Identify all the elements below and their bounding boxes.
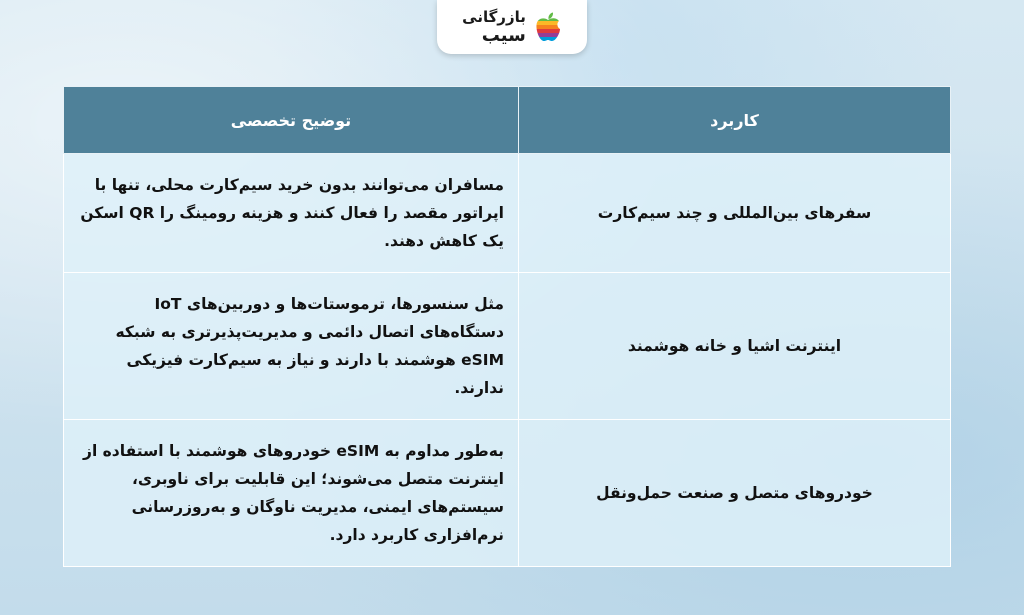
table-row (64, 420, 951, 567)
use-cell: سفرهای بین‌المللی و چند سیم‌کارت (519, 154, 951, 273)
use-cases-table (63, 86, 951, 567)
logo-text (462, 7, 526, 46)
table-row (64, 154, 951, 273)
use-cell: اینترنت اشیا و خانه هوشمند (519, 273, 951, 420)
apple-rainbow-icon (534, 11, 562, 43)
use-cell: خودروهای متصل و صنعت حمل‌ونقل (519, 420, 951, 567)
description-cell: مثل سنسورها، ترموستات‌ها و دوربین‌های IoT دستگاه‌های اتصال دائمی و مدیریت‌پذیرتری به شبکه eSIM هوشمند با دارند و نیاز به سیم‌کارت فیزیکی ندارند. (64, 273, 519, 420)
header-description: توضیح تخصصی (64, 87, 519, 154)
description-cell: مسافران می‌توانند بدون خرید سیم‌کارت محلی، تنها با اپراتور مقصد را فعال کنند و هزینه رومینگ را QR اسکن یک کاهش دهند. (64, 154, 519, 273)
logo-line1: بازرگانی (462, 7, 526, 26)
description-cell: به‌طور مداوم به eSIM خودروهای هوشمند با استفاده از اینترنت متصل می‌شوند؛ این قابلیت برای ناوبری، سیستم‌های ایمنی، مدیریت ناوگان و به‌روزرسانی نرم‌افزاری کاربرد دارد. (64, 420, 519, 567)
brand-logo[interactable] (437, 0, 587, 54)
table-row (64, 273, 951, 420)
header-use: کاربرد (519, 87, 951, 154)
table-header-row (64, 87, 951, 154)
logo-line2: سیب (481, 24, 526, 46)
